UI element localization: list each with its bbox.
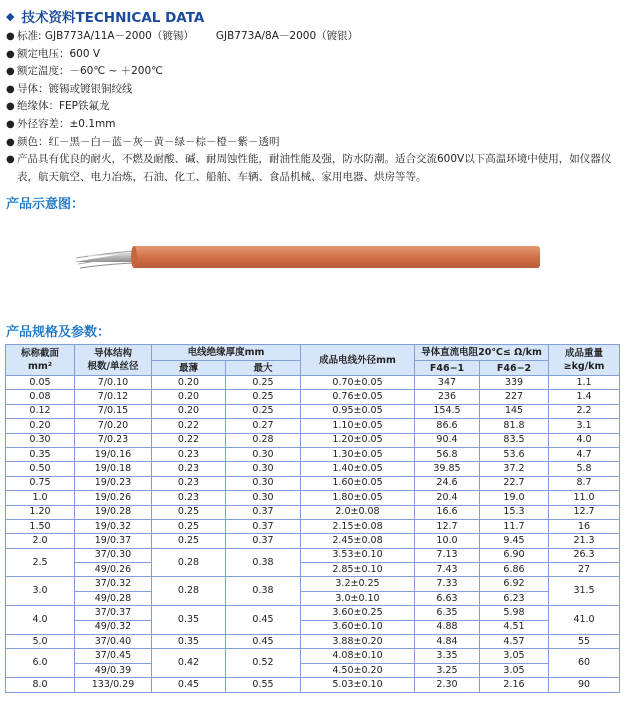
- table-row: [6, 447, 620, 461]
- table-cell: 339: [480, 376, 549, 390]
- table-cell: 0.23: [152, 462, 226, 476]
- table-cell: 0.42: [152, 649, 226, 678]
- conductor-strands: [74, 251, 134, 268]
- table-cell: 1.0: [6, 491, 75, 505]
- table-cell: 9.45: [480, 534, 549, 548]
- table-cell: 5.8: [549, 462, 620, 476]
- bullet-icon: ●: [6, 118, 15, 130]
- table-cell: 19/0.26: [75, 491, 152, 505]
- table-row: [6, 663, 620, 677]
- table-cell: 0.25: [152, 505, 226, 519]
- table-row: [6, 591, 620, 605]
- table-cell: 0.30: [226, 476, 301, 490]
- table-cell: 37/0.30: [75, 548, 152, 562]
- table-cell: 39.85: [415, 462, 480, 476]
- table-cell: 7/0.23: [75, 433, 152, 447]
- table-cell: 19/0.37: [75, 534, 152, 548]
- table-cell: 4.57: [480, 635, 549, 649]
- table-cell: 1.1: [549, 376, 620, 390]
- table-cell: 0.20: [152, 376, 226, 390]
- table-cell: 49/0.28: [75, 591, 152, 605]
- table-cell: 31.5: [549, 577, 620, 606]
- table-cell: 3.05: [480, 663, 549, 677]
- table-cell: 7.13: [415, 548, 480, 562]
- table-cell: 0.38: [226, 577, 301, 606]
- table-row: [6, 649, 620, 663]
- table-cell: 0.30: [226, 462, 301, 476]
- table-cell: 37/0.40: [75, 635, 152, 649]
- table-cell: 0.22: [152, 433, 226, 447]
- spec-conductor: ● 导体：镀锡或镀银铜绞线: [6, 81, 618, 99]
- table-cell: 3.88±0.20: [301, 635, 415, 649]
- table-row: [6, 678, 620, 692]
- table-cell: 55: [549, 635, 620, 649]
- table-cell: 3.35: [415, 649, 480, 663]
- table-cell: 0.35: [152, 635, 226, 649]
- table-cell: 0.30: [6, 433, 75, 447]
- header-weight: 成品重量 ≥kg/km: [549, 345, 620, 376]
- header-od: 成品电线外径mm: [301, 345, 415, 376]
- diamond-icon: ◆: [6, 9, 15, 23]
- table-cell: 0.35: [152, 606, 226, 635]
- table-cell: 154.5: [415, 404, 480, 418]
- cable-diagram: [70, 228, 560, 278]
- table-cell: 0.70±0.05: [301, 376, 415, 390]
- table-cell: 4.0: [6, 606, 75, 635]
- table-cell: 3.1: [549, 419, 620, 433]
- table-row: [6, 404, 620, 418]
- header-ins-min: 最薄: [152, 361, 226, 376]
- table-cell: 16.6: [415, 505, 480, 519]
- table-cell: 15.3: [480, 505, 549, 519]
- table-row: [6, 491, 620, 505]
- table-cell: 26.3: [549, 548, 620, 562]
- table-cell: 7/0.20: [75, 419, 152, 433]
- table-cell: 0.37: [226, 534, 301, 548]
- table-cell: 1.20±0.05: [301, 433, 415, 447]
- table-cell: 10.0: [415, 534, 480, 548]
- table-cell: 0.20: [152, 404, 226, 418]
- table-cell: 236: [415, 390, 480, 404]
- insulation-jacket: [132, 246, 540, 268]
- table-cell: 11.7: [480, 519, 549, 533]
- bullet-icon: ●: [6, 83, 15, 95]
- table-cell: 81.8: [480, 419, 549, 433]
- spec-list: [6, 28, 618, 186]
- header-res-f462: F46−2: [480, 361, 549, 376]
- table-cell: 6.86: [480, 563, 549, 577]
- table-cell: 0.45: [152, 678, 226, 692]
- bullet-icon: ●: [6, 101, 15, 113]
- table-cell: 0.30: [226, 491, 301, 505]
- table-cell: 0.22: [152, 419, 226, 433]
- table-row: [6, 433, 620, 447]
- bullet-icon: ●: [6, 154, 15, 166]
- table-cell: 2.15±0.08: [301, 519, 415, 533]
- table-cell: 2.5: [6, 548, 75, 577]
- bullet-icon: ●: [6, 136, 15, 148]
- bullet-icon: ●: [6, 31, 15, 42]
- table-cell: 347: [415, 376, 480, 390]
- table-cell: 6.92: [480, 577, 549, 591]
- table-cell: 0.25: [152, 519, 226, 533]
- table-cell: 16: [549, 519, 620, 533]
- table-cell: 86.6: [415, 419, 480, 433]
- header-ins-max: 最大: [226, 361, 301, 376]
- table-cell: 4.88: [415, 620, 480, 634]
- table-cell: 1.80±0.05: [301, 491, 415, 505]
- header-res-f461: F46−1: [415, 361, 480, 376]
- table-cell: 4.7: [549, 447, 620, 461]
- table-cell: 0.23: [152, 447, 226, 461]
- table-cell: 0.08: [6, 390, 75, 404]
- table-cell: 12.7: [549, 505, 620, 519]
- table-cell: 19.0: [480, 491, 549, 505]
- table-row: [6, 390, 620, 404]
- table-cell: 0.25: [226, 404, 301, 418]
- table-cell: 7.43: [415, 563, 480, 577]
- table-cell: 49/0.26: [75, 563, 152, 577]
- table-cell: 22.7: [480, 476, 549, 490]
- table-row: [6, 548, 620, 562]
- table-cell: 1.40±0.05: [301, 462, 415, 476]
- table-cell: 24.6: [415, 476, 480, 490]
- table-cell: 19/0.18: [75, 462, 152, 476]
- table-cell: 0.95±0.05: [301, 404, 415, 418]
- table-row: [6, 476, 620, 490]
- table-cell: 1.50: [6, 519, 75, 533]
- table-cell: 49/0.39: [75, 663, 152, 677]
- table-cell: 3.25: [415, 663, 480, 677]
- table-row: [6, 577, 620, 591]
- table-cell: 27: [549, 563, 620, 577]
- table-cell: 0.28: [226, 433, 301, 447]
- table-cell: 0.05: [6, 376, 75, 390]
- table-cell: 3.2±0.25: [301, 577, 415, 591]
- bullet-icon: ●: [6, 66, 15, 78]
- table-cell: 56.8: [415, 447, 480, 461]
- table-cell: 1.30±0.05: [301, 447, 415, 461]
- table-row: [6, 620, 620, 634]
- table-cell: 0.23: [152, 491, 226, 505]
- table-cell: 2.45±0.08: [301, 534, 415, 548]
- table-cell: 3.53±0.10: [301, 548, 415, 562]
- table-cell: 2.16: [480, 678, 549, 692]
- table-cell: 37.2: [480, 462, 549, 476]
- table-row: [6, 376, 620, 390]
- header-insulation: 电线绝缘厚度mm: [152, 345, 301, 361]
- table-cell: 12.7: [415, 519, 480, 533]
- table-cell: 0.28: [152, 548, 226, 577]
- table-cell: 3.0: [6, 577, 75, 606]
- table-cell: 0.25: [226, 390, 301, 404]
- table-cell: 0.50: [6, 462, 75, 476]
- table-cell: 3.60±0.10: [301, 620, 415, 634]
- table-cell: 8.7: [549, 476, 620, 490]
- table-cell: 6.23: [480, 591, 549, 605]
- table-cell: 90.4: [415, 433, 480, 447]
- table-cell: 4.51: [480, 620, 549, 634]
- spec-insulation: ● 绝缘体：FEP铁氟龙: [6, 98, 618, 116]
- table-cell: 1.4: [549, 390, 620, 404]
- table-row: [6, 519, 620, 533]
- table-cell: 6.35: [415, 606, 480, 620]
- table-cell: 145: [480, 404, 549, 418]
- table-cell: 0.23: [152, 476, 226, 490]
- spec-standard: ● 标准: GJB773A/11A－2000（镀锡） GJB773A/8A－2000（镀银）: [6, 28, 618, 46]
- table-cell: 5.03±0.10: [301, 678, 415, 692]
- table-cell: 41.0: [549, 606, 620, 635]
- table-cell: 0.38: [226, 548, 301, 577]
- spec-voltage: ● 额定电压：600 V: [6, 46, 618, 64]
- table-cell: 0.25: [226, 376, 301, 390]
- table-cell: 0.75: [6, 476, 75, 490]
- table-cell: 5.98: [480, 606, 549, 620]
- table-cell: 0.37: [226, 519, 301, 533]
- table-cell: 0.45: [226, 606, 301, 635]
- header-area: 标称截面 mm²: [6, 345, 75, 376]
- spec-tolerance: ● 外径容差：±0.1mm: [6, 116, 618, 134]
- table-cell: 19/0.23: [75, 476, 152, 490]
- table-cell: 2.2: [549, 404, 620, 418]
- table-cell: 21.3: [549, 534, 620, 548]
- table-cell: 37/0.45: [75, 649, 152, 663]
- table-cell: 3.60±0.25: [301, 606, 415, 620]
- table-cell: 90: [549, 678, 620, 692]
- table-row: [6, 534, 620, 548]
- table-cell: 1.60±0.05: [301, 476, 415, 490]
- table-cell: 37/0.37: [75, 606, 152, 620]
- table-cell: 133/0.29: [75, 678, 152, 692]
- table-cell: 4.0: [549, 433, 620, 447]
- table-cell: 2.0: [6, 534, 75, 548]
- table-cell: 19/0.16: [75, 447, 152, 461]
- table-row: [6, 419, 620, 433]
- table-cell: 7/0.10: [75, 376, 152, 390]
- table-cell: 2.85±0.10: [301, 563, 415, 577]
- table-cell: 19/0.32: [75, 519, 152, 533]
- table-cell: 49/0.32: [75, 620, 152, 634]
- table-cell: 1.20: [6, 505, 75, 519]
- table-cell: 227: [480, 390, 549, 404]
- table-cell: 8.0: [6, 678, 75, 692]
- header-resistance: 导体直流电阻20℃≤ Ω/km: [415, 345, 549, 361]
- table-cell: 0.52: [226, 649, 301, 678]
- bullet-icon: ●: [6, 48, 15, 60]
- table-row: [6, 505, 620, 519]
- header-structure: 导体结构 根数/单丝径: [75, 345, 152, 376]
- table-row: [6, 563, 620, 577]
- table-cell: 20.4: [415, 491, 480, 505]
- table-row: [6, 606, 620, 620]
- table-cell: 0.20: [6, 419, 75, 433]
- section-header: [6, 6, 204, 26]
- table-cell: 7/0.15: [75, 404, 152, 418]
- table-cell: 7.33: [415, 577, 480, 591]
- table-cell: 37/0.32: [75, 577, 152, 591]
- table-cell: 5.0: [6, 635, 75, 649]
- table-cell: 6.63: [415, 591, 480, 605]
- spec-colors: ● 颜色：红－黑－白－蓝－灰－黄－绿－棕－橙－紫－透明: [6, 134, 618, 152]
- table-cell: 0.45: [226, 635, 301, 649]
- table-cell: 60: [549, 649, 620, 678]
- table-cell: 0.28: [152, 577, 226, 606]
- table-cell: 11.0: [549, 491, 620, 505]
- table-cell: 0.35: [6, 447, 75, 461]
- table-cell: 4.08±0.10: [301, 649, 415, 663]
- spec-features: ● 产品具有优良的耐火，不燃及耐酸、碱、耐周蚀性能，耐油性能及强，防水防潮。适合交流600V以下高温环境中使用，如仪器仪表，航天航空、电力冶炼，石油、化工、船舶、车辆、食品机械、家用电器、烘房等等。: [6, 153, 612, 183]
- spec-temperature: ● 额定温度：－60℃ ~ ＋200℃: [6, 63, 618, 81]
- spec-table: [5, 344, 620, 693]
- table-cell: 2.30: [415, 678, 480, 692]
- table-cell: 7/0.12: [75, 390, 152, 404]
- table-cell: 3.0±0.10: [301, 591, 415, 605]
- table-cell: 0.25: [152, 534, 226, 548]
- table-cell: 6.90: [480, 548, 549, 562]
- table-cell: 0.12: [6, 404, 75, 418]
- table-cell: 2.0±0.08: [301, 505, 415, 519]
- table-cell: 19/0.28: [75, 505, 152, 519]
- section-title: 技术资料TECHNICAL DATA: [21, 10, 205, 26]
- table-title: 产品规格及参数：: [6, 325, 111, 340]
- table-cell: 0.55: [226, 678, 301, 692]
- table-cell: 1.10±0.05: [301, 419, 415, 433]
- table-cell: 0.27: [226, 419, 301, 433]
- table-cell: 0.20: [152, 390, 226, 404]
- table-cell: 0.30: [226, 447, 301, 461]
- table-cell: 0.37: [226, 505, 301, 519]
- table-cell: 3.05: [480, 649, 549, 663]
- table-cell: 83.5: [480, 433, 549, 447]
- diagram-title: 产品示意图：: [6, 197, 85, 212]
- table-cell: 4.50±0.20: [301, 663, 415, 677]
- table-cell: 6.0: [6, 649, 75, 678]
- table-row: [6, 635, 620, 649]
- table-cell: 53.6: [480, 447, 549, 461]
- table-cell: 0.76±0.05: [301, 390, 415, 404]
- table-row: [6, 462, 620, 476]
- table-cell: 4.84: [415, 635, 480, 649]
